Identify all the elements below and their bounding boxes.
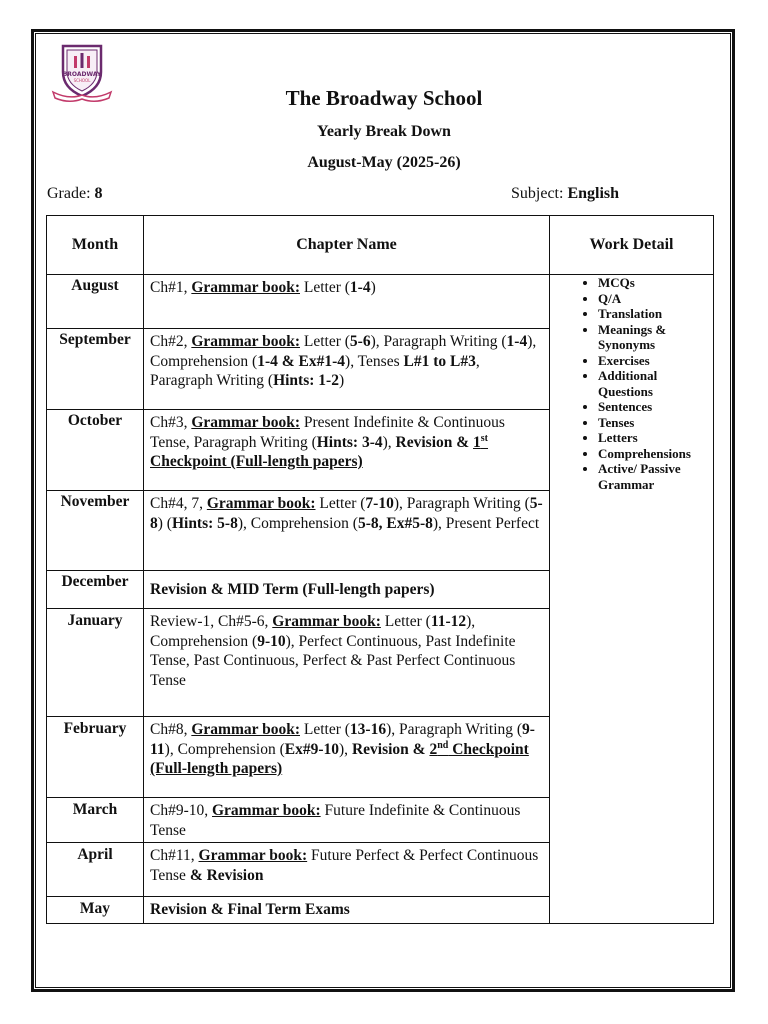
work-detail-item: • Letters — [598, 430, 713, 446]
svg-text:SCHOOL: SCHOOL — [73, 78, 91, 83]
school-name: The Broadway School — [285, 86, 483, 110]
chapter-cell: Revision & MID Term (Full-length papers) — [144, 571, 550, 609]
subject-field — [511, 185, 619, 203]
svg-text:BROADWAY: BROADWAY — [62, 71, 102, 78]
chapter-cell: Ch#9-10, Grammar book: Future Indefinite & Continuous Tense — [144, 798, 550, 843]
month-cell: October — [47, 410, 144, 491]
table-header-row — [47, 216, 714, 275]
month-cell: February — [47, 717, 144, 798]
grade-field — [47, 185, 103, 203]
month-cell: April — [47, 843, 144, 897]
grade-value: 8 — [94, 185, 103, 202]
header-month: Month — [47, 216, 144, 275]
work-detail-item: • Tenses — [598, 415, 713, 431]
work-detail-item: • Additional Questions — [598, 368, 713, 399]
month-cell: May — [47, 897, 144, 924]
chapter-cell: Revision & Final Term Exams — [144, 897, 550, 924]
work-detail-item: • Q/A — [598, 291, 713, 307]
chapter-cell: Ch#1, Grammar book: Letter (1-4) — [144, 275, 550, 329]
chapter-cell: Ch#3, Grammar book: Present Indefinite & Continuous Tense, Paragraph Writing (Hints: 3-4), Revision & 1st Checkpoint (Full-length papers) — [144, 410, 550, 491]
month-cell: March — [47, 798, 144, 843]
month-cell: January — [47, 609, 144, 717]
header-work-detail: Work Detail — [550, 216, 714, 275]
work-detail-item: • Translation — [598, 306, 713, 322]
academic-period: August-May (2025-26) — [307, 154, 461, 171]
header-chapter: Chapter Name — [144, 216, 550, 275]
table-row — [47, 275, 714, 329]
work-detail-item: • Active/ Passive Grammar — [598, 461, 713, 492]
month-cell: September — [47, 329, 144, 410]
work-detail-list — [550, 275, 713, 492]
grade-label: Grade: — [47, 185, 91, 202]
work-detail-item: • MCQs — [598, 275, 713, 291]
chapter-cell: Ch#4, 7, Grammar book: Letter (7-10), Paragraph Writing (5-8) (Hints: 5-8), Comprehension (5-8, Ex#5-8), Present Perfect — [144, 491, 550, 571]
chapter-cell: Ch#11, Grammar book: Future Perfect & Perfect Continuous Tense & Revision — [144, 843, 550, 897]
work-detail-item: • Comprehensions — [598, 446, 713, 462]
chapter-cell: Review-1, Ch#5-6, Grammar book: Letter (11-12), Comprehension (9-10), Perfect Continuous, Past Indefinite Tense, Past Continuous, Perfect & Past Perfect Continuous Tense — [144, 609, 550, 717]
month-cell: December — [47, 571, 144, 609]
work-detail-item: • Exercises — [598, 353, 713, 369]
subject-value: English — [567, 185, 620, 202]
month-cell: November — [47, 491, 144, 571]
chapter-cell: Ch#8, Grammar book: Letter (13-16), Paragraph Writing (9-11), Comprehension (Ex#9-10), Revision & 2nd Checkpoint (Full-length papers) — [144, 717, 550, 798]
month-cell: August — [47, 275, 144, 329]
work-detail-item: • Sentences — [598, 399, 713, 415]
yearly-breakdown-table — [46, 215, 714, 924]
document-title: Yearly Break Down — [317, 123, 451, 140]
work-detail-item: • Meanings & Synonyms — [598, 322, 713, 353]
chapter-cell: Ch#2, Grammar book: Letter (5-6), Paragraph Writing (1-4), Comprehension (1-4 & Ex#1-4), Tenses L#1 to L#3, Paragraph Writing (Hints: 1-2) — [144, 329, 550, 410]
subject-label: Subject: — [511, 185, 564, 202]
work-detail-cell — [550, 275, 714, 924]
